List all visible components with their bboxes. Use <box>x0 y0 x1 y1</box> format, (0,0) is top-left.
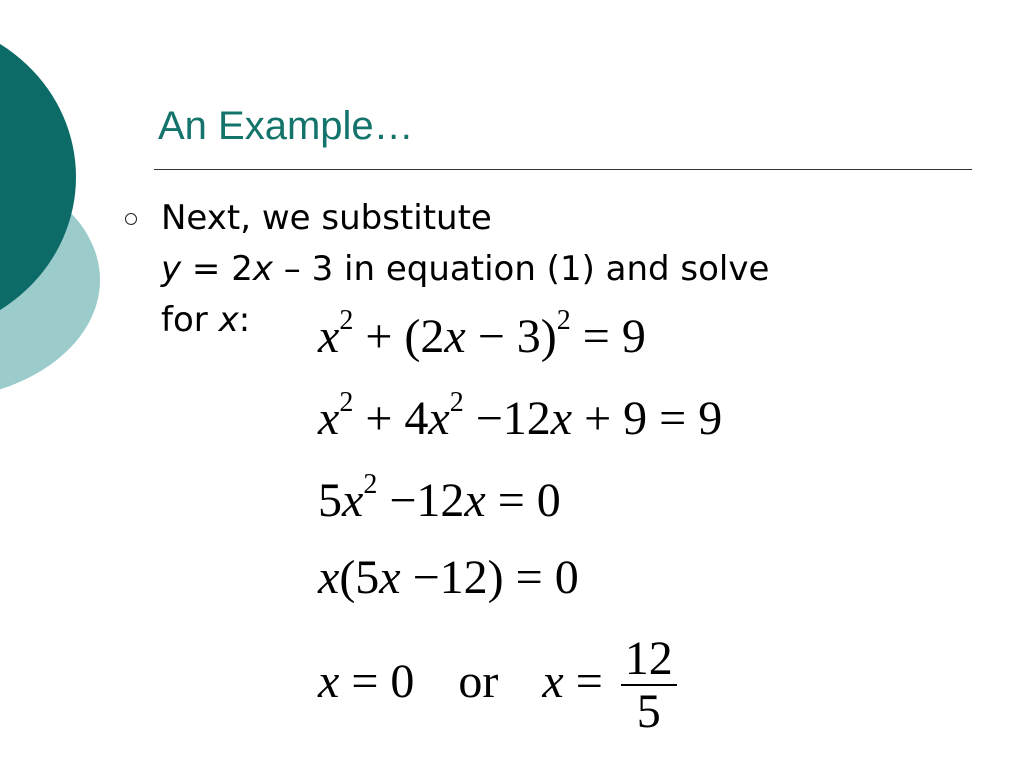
math-exponent: 2 <box>339 305 354 336</box>
math-text: −12 <box>377 474 465 527</box>
math-text: = 0 <box>339 655 415 709</box>
fraction-denominator: 5 <box>636 685 661 738</box>
math-var: x <box>464 474 486 527</box>
fraction <box>621 634 677 738</box>
math-text: 5 <box>318 474 342 527</box>
math-exponent: 2 <box>339 387 354 418</box>
intro-colon: : <box>238 300 251 340</box>
math-or: or <box>458 655 499 709</box>
intro-eq: = 2 <box>181 249 253 289</box>
equation-2 <box>318 387 723 447</box>
math-var: x <box>318 551 340 604</box>
intro-for: for <box>161 300 219 340</box>
math-text: = 9 <box>570 310 646 363</box>
equation-1 <box>318 305 646 365</box>
math-var: x <box>379 551 401 604</box>
math-exponent: 2 <box>556 305 571 336</box>
math-text: + (2 <box>353 310 445 363</box>
math-var: x <box>550 392 573 445</box>
math-exponent: 2 <box>363 469 378 500</box>
math-text: + 9 = 9 <box>572 392 723 445</box>
math-text: (5 <box>339 551 380 604</box>
var-x: x <box>218 300 239 340</box>
math-var: x <box>428 392 450 445</box>
math-var: x <box>318 310 340 363</box>
equation-3 <box>318 469 561 529</box>
math-text: + 4 <box>353 392 429 445</box>
intro-line-2 <box>161 244 931 295</box>
math-text: = <box>563 655 615 709</box>
math-text: −12) = 0 <box>400 551 579 604</box>
equation-5 <box>318 634 677 738</box>
intro-rest: – 3 in equation (1) and solve <box>273 249 770 289</box>
var-x: x <box>252 249 273 289</box>
fraction-numerator: 12 <box>621 634 677 686</box>
bullet-circle-icon <box>125 213 137 225</box>
math-exponent: 2 <box>449 387 464 418</box>
var-y: y <box>161 249 182 289</box>
math-var: x <box>444 310 466 363</box>
equation-4 <box>318 550 579 606</box>
math-var: x <box>318 655 340 709</box>
math-text: −12 <box>463 392 551 445</box>
intro-line-1: Next, we substitute <box>161 198 492 238</box>
math-text: − 3) <box>465 310 557 363</box>
title-divider <box>154 169 972 170</box>
slide-title: An Example… <box>158 104 414 148</box>
math-text: = 0 <box>485 474 561 527</box>
math-var: x <box>542 655 564 709</box>
math-var: x <box>342 474 364 527</box>
math-var: x <box>318 392 340 445</box>
